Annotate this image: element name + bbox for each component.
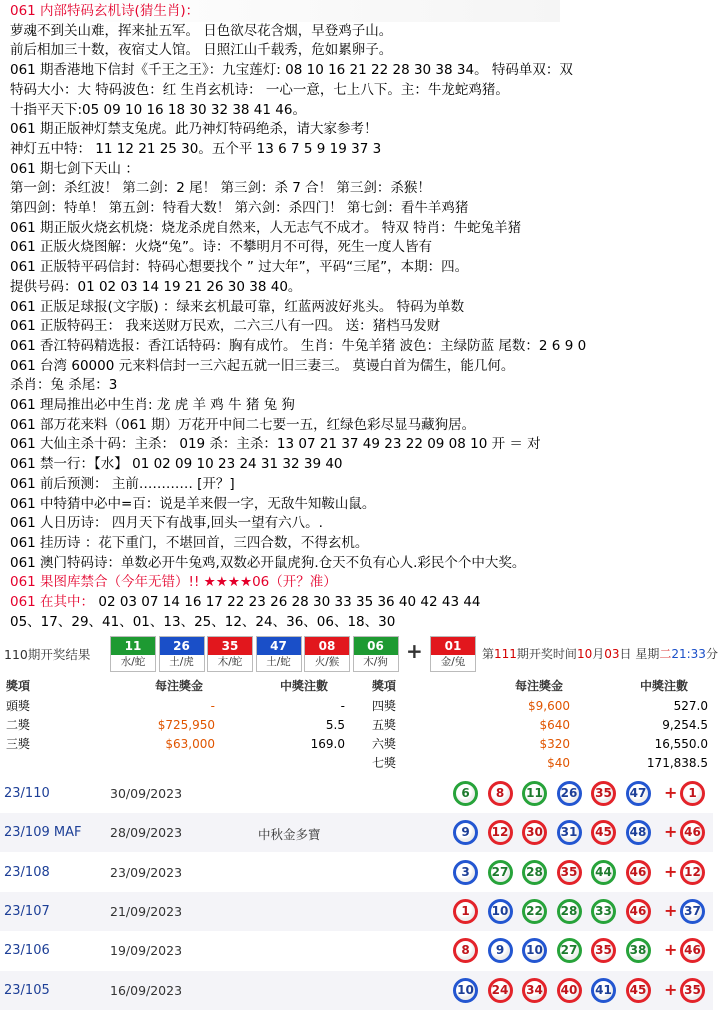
text-line: 061 理局推出必中生肖: 龙 虎 羊 鸡 牛 猪 兔 狗 <box>10 397 295 413</box>
draw-time: 21:33 <box>671 647 706 661</box>
prize-name: 四獎 <box>372 699 397 713</box>
ball-number: 35 <box>208 637 252 655</box>
history-special-ball: 46 <box>680 938 705 963</box>
prize-amount: - <box>210 699 215 713</box>
history-special-ball: 12 <box>680 860 705 885</box>
result-ball <box>304 636 350 672</box>
prize-amount: $9,600 <box>528 699 570 713</box>
prize-amount: $320 <box>539 737 570 751</box>
prize-count: 16,550.0 <box>654 737 708 751</box>
history-special-ball: 37 <box>680 899 705 924</box>
text-line: 杀肖：兔 杀尾：3 <box>10 377 118 394</box>
plus-icon: + <box>664 861 678 881</box>
text-line: 061 期香港地下信封《千王之王》：九宝莲灯: 08 10 16 21 22 28 30 38 34。 特码单双：双 <box>10 62 573 79</box>
history-ball: 45 <box>591 820 616 845</box>
history-ball: 41 <box>591 978 616 1003</box>
header-amount-left: 每注獎金 <box>155 679 204 693</box>
result-ball <box>430 636 476 672</box>
ball-zodiac: 水/蛇 <box>120 656 146 668</box>
history-ball: 9 <box>453 820 478 845</box>
history-ball: 48 <box>626 820 651 845</box>
text-line: 神灯五中特： 11 12 21 25 30。五个平 13 6 7 5 9 19 37 3 <box>10 140 382 157</box>
plus-icon: + <box>664 940 678 960</box>
prize-name: 五獎 <box>372 718 397 732</box>
text-line: 061 禁一行：【水】 01 02 09 10 23 24 31 32 39 40 <box>10 456 343 473</box>
history-row[interactable] <box>0 774 713 813</box>
history-ball: 8 <box>488 781 513 806</box>
history-ball: 12 <box>488 820 513 845</box>
history-ball: 35 <box>557 860 582 885</box>
prize-amount: $40 <box>547 756 570 770</box>
history-ball: 35 <box>591 938 616 963</box>
text-line: 061 期正版火烧玄机烧：烧龙杀虎自然来，人无志气不成才。 特双 特肖：牛蛇兔羊猪 <box>10 219 522 236</box>
ball-zodiac: 木/狗 <box>363 656 388 668</box>
text-line: 十指平天下:05 09 10 16 18 30 32 38 41 46。 <box>10 101 306 118</box>
history-row[interactable] <box>0 892 713 931</box>
plus-sign: + <box>406 639 423 663</box>
text-line: 061 内部特码玄机诗(猜生肖)： <box>10 3 200 19</box>
history-special-ball: 35 <box>680 978 705 1003</box>
text-line: 特码大小：大 特码波色：红 生肖玄机诗： 一心一意，七上八下。主：牛龙蛇鸡猪。 <box>10 81 509 98</box>
ball-number: 01 <box>431 637 475 655</box>
prize-count: 9,254.5 <box>662 718 708 732</box>
draw-date: 30/09/2023 <box>110 786 183 801</box>
history-ball: 11 <box>522 781 547 806</box>
ball-zodiac: 金/兔 <box>440 656 466 668</box>
text-line: 第一剑：杀红波！ 第二剑：2 尾！ 第三剑：杀 7 合！ 第三剑：杀猴！ <box>10 180 431 197</box>
text-line: 061 果图库禁合（今年无错）!! ★★★★06（开？准） <box>10 574 337 591</box>
text-line: 061 正版特码王： 我来送财万民欢，二六三八有一四。 送：猪档马发财 <box>10 318 441 335</box>
history-ball: 1 <box>453 899 478 924</box>
header-count-left: 中獎注數 <box>280 679 329 693</box>
draw-result-bar <box>0 633 718 673</box>
history-row[interactable] <box>0 813 713 852</box>
history-ball: 26 <box>557 781 582 806</box>
draw-date: 28/09/2023 <box>110 825 183 841</box>
draw-weekday: 二 <box>659 647 672 661</box>
plus-icon: + <box>664 979 678 999</box>
text-line: 第四剑：特单！ 第五剑：特看大数！ 第六剑：杀四门！ 第七剑：看牛羊鸡猪 <box>10 200 469 216</box>
history-ball: 10 <box>453 978 478 1003</box>
draw-id[interactable]: 23/109 MAF <box>4 825 82 841</box>
text-line: 061 人日历诗： 四月天下有战事,回头一望有六八。. <box>10 515 323 532</box>
text-line: 05、17、29、41、01、13、25、12、24、36、06、18、30 <box>10 613 396 630</box>
ball-number: 26 <box>160 637 204 655</box>
draw-id[interactable]: 23/108 <box>4 864 50 880</box>
draw-month: 10 <box>576 647 593 661</box>
history-ball: 24 <box>488 978 513 1003</box>
history-row[interactable] <box>0 971 713 1010</box>
text-line: 061 正版特平码信封：特码心想要找个 ” 过大年”，平码“三尾”，本期：四。 <box>10 259 469 276</box>
ball-number: 47 <box>257 637 301 655</box>
draw-note: 中秋金多寶 <box>258 827 321 843</box>
prize-amount: $640 <box>539 718 570 732</box>
draw-date: 19/09/2023 <box>110 943 183 959</box>
prize-count: 527.0 <box>673 699 708 713</box>
history-ball: 35 <box>591 781 616 806</box>
prize-row <box>0 697 713 716</box>
history-ball: 44 <box>591 860 616 885</box>
history-ball: 34 <box>522 978 547 1003</box>
history-ball: 27 <box>557 938 582 963</box>
plus-icon: + <box>664 822 678 842</box>
history-ball: 3 <box>453 860 478 885</box>
prize-count: 171,838.5 <box>646 756 708 770</box>
prize-name: 頭獎 <box>6 699 31 713</box>
next-issue: 111 <box>494 647 517 661</box>
text-line: 061 期七剑下天山 ： <box>10 160 139 177</box>
prize-count: 5.5 <box>325 718 345 732</box>
prize-name: 六獎 <box>372 737 397 751</box>
ball-zodiac: 火/猴 <box>314 656 340 668</box>
text-line: 061 台湾 60000 元来料信封一三六起五就一旧三妻三。 莫谩白首为儒生，能几何。 <box>10 357 515 374</box>
result-ball <box>207 636 253 672</box>
text-line: 061 中特猜中必中=百：说是羊来假一字，无敌牛知鞍山鼠。 <box>10 495 376 512</box>
result-ball <box>256 636 302 672</box>
prize-count: - <box>340 699 345 713</box>
text-line: 061 在其中： 02 03 07 14 16 17 22 23 26 28 30 33 35 36 40 42 43 44 <box>10 594 481 610</box>
header-prize-left: 獎項 <box>6 679 31 693</box>
draw-date: 16/09/2023 <box>110 982 183 998</box>
prize-row <box>0 716 713 735</box>
prize-count: 169.0 <box>310 737 345 751</box>
history-ball: 47 <box>626 781 651 806</box>
prize-amount: $63,000 <box>165 737 215 751</box>
history-ball: 9 <box>488 938 513 963</box>
history-special-ball: 1 <box>680 781 705 806</box>
plus-icon: + <box>664 900 678 920</box>
ball-zodiac: 土/虎 <box>169 656 194 668</box>
history-ball: 46 <box>626 860 651 885</box>
history-ball: 45 <box>626 978 651 1003</box>
result-label: 110期开奖结果 <box>4 647 91 662</box>
prize-row <box>0 735 713 754</box>
history-ball: 10 <box>522 938 547 963</box>
history-ball: 27 <box>488 860 513 885</box>
history-ball: 40 <box>557 978 582 1003</box>
history-ball: 6 <box>453 781 478 806</box>
text-line: 061 前后预测： 主前………… [开？] <box>10 475 235 492</box>
history-ball: 30 <box>522 820 547 845</box>
draw-id[interactable]: 23/110 <box>4 786 50 801</box>
next-draw-info: 第111期开奖时间10月03日 星期二21:33分 <box>482 647 718 661</box>
ball-zodiac: 木/蛇 <box>217 656 243 668</box>
text-line: 061 正版足球报(文字版) ：绿来玄机最可靠，红蓝两波好兆头。 特码为单数 <box>10 298 465 315</box>
history-ball: 31 <box>557 820 582 845</box>
history-ball: 28 <box>557 899 582 924</box>
history-list <box>0 774 713 1011</box>
ball-number: 06 <box>354 637 398 655</box>
history-ball: 38 <box>626 938 651 963</box>
text-line: 前后相加三十数，夜宿丈人馆。 日照江山千载秀，危如累卵子。 <box>10 42 393 59</box>
history-row[interactable] <box>0 931 713 970</box>
history-ball: 22 <box>522 899 547 924</box>
draw-day: 03 <box>604 647 620 661</box>
text-line: 061 期正版神灯禁支兔虎。此乃神灯特码绝杀，请大家参考！ <box>10 121 378 138</box>
prize-name: 二獎 <box>6 718 31 732</box>
draw-id[interactable]: 23/105 <box>4 982 50 998</box>
history-row[interactable] <box>0 853 713 892</box>
ball-number: 11 <box>111 637 155 655</box>
draw-date: 21/09/2023 <box>110 903 183 919</box>
draw-date: 23/09/2023 <box>110 864 183 880</box>
draw-id[interactable]: 23/106 <box>4 943 50 959</box>
text-line: 061 澳门特码诗：单数必开牛兔鸡,双数必开鼠虎狗.仓天不负有心人.彩民个个中大奖。 <box>10 554 526 571</box>
history-ball: 33 <box>591 899 616 924</box>
text-line: 萝魂不到关山难，挥来扯五军。 日色欲尽花含烟，早登鸡子山。 <box>10 22 393 39</box>
header-prize-right: 獎項 <box>372 679 397 693</box>
history-ball: 46 <box>626 899 651 924</box>
header-count-right: 中獎注數 <box>640 679 689 693</box>
result-ball <box>353 636 399 672</box>
result-ball <box>159 636 205 672</box>
ball-zodiac: 土/蛇 <box>266 656 291 668</box>
ball-number: 08 <box>305 637 349 655</box>
text-line: 061 挂历诗 ：花下重门，不堪回首，三四合数，不得玄机。 <box>10 534 369 551</box>
text-line: 061 正版火烧图解：火烧“兔”。诗：不攀明月不可得，死生一度人皆有 <box>10 239 433 256</box>
text-line: 061 大仙主杀十码：主杀： 019 杀：主杀：13 07 21 37 49 23 22 09 08 10 开 ＝ 对 <box>10 436 541 453</box>
history-ball: 8 <box>453 938 478 963</box>
plus-icon: + <box>664 783 678 802</box>
prize-row <box>0 754 713 773</box>
history-ball: 28 <box>522 860 547 885</box>
prize-name: 七獎 <box>372 756 397 770</box>
prize-amount: $725,950 <box>157 718 215 732</box>
draw-id[interactable]: 23/107 <box>4 903 50 919</box>
prize-name: 三獎 <box>6 737 31 751</box>
prize-table <box>0 676 713 772</box>
header-amount-right: 每注獎金 <box>515 679 564 693</box>
history-special-ball: 46 <box>680 820 705 845</box>
text-line: 061 香江特码精选报：香江话特码：胸有成竹。 生肖：牛兔羊猪 波色：主绿防蓝 尾数：2 6 9 0 <box>10 337 587 354</box>
result-ball <box>110 636 156 672</box>
text-line: 提供号码：01 02 03 14 19 21 26 30 38 40。 <box>10 278 302 295</box>
text-line: 061 部万花来料（061 期）万花开中间二七要一五，红绿色彩尽显马藏狗居。 <box>10 416 476 433</box>
history-ball: 10 <box>488 899 513 924</box>
